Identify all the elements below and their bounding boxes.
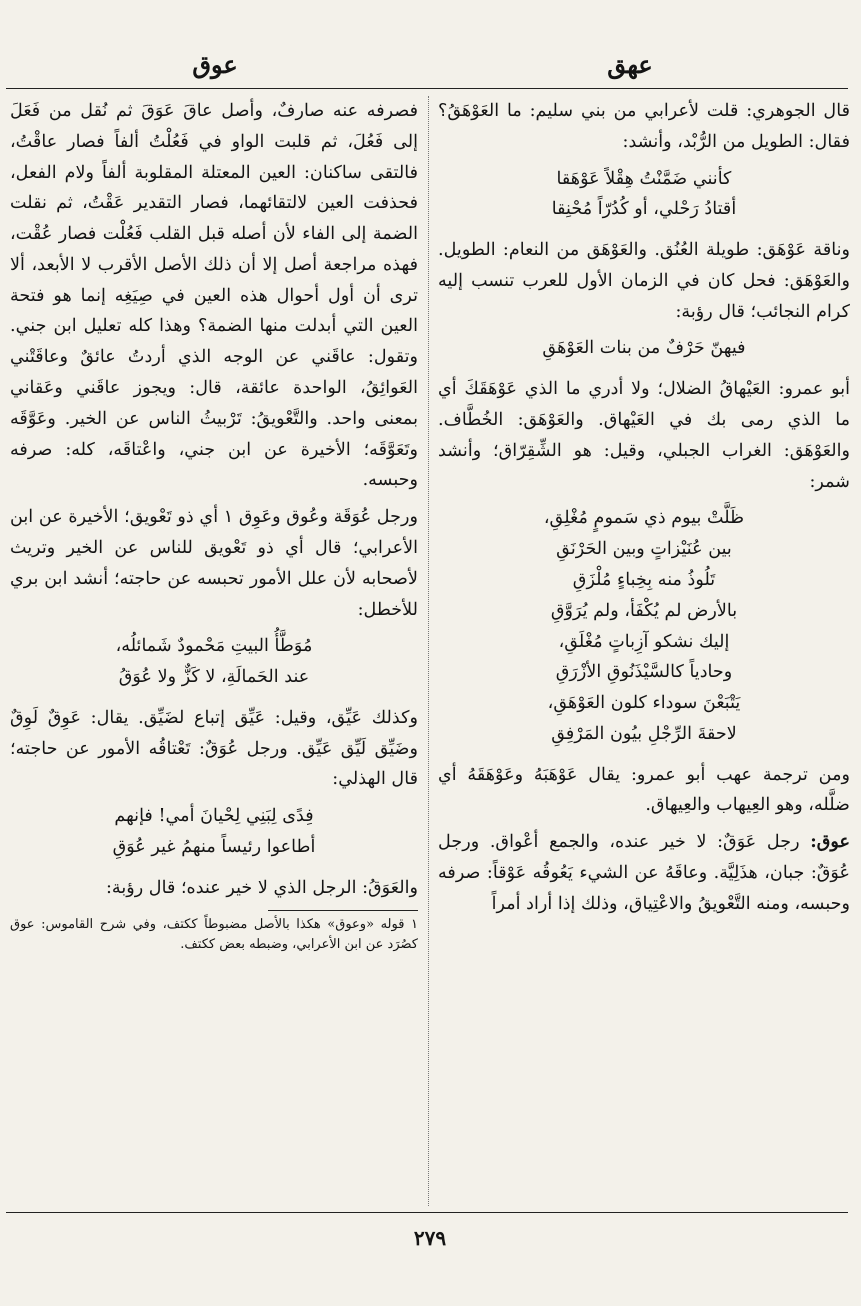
paragraph: ومن ترجمة عهب أبو عمرو: يقال عَوْهَبَهُ وعَوْهَقَهُ أي ضلَّله، وهو العِيهاب والعِيهاق.: [438, 764, 850, 816]
paragraph: فصرفه عنه صارفٌ، وأصل عاقَ عَوَقَ ثم نُقل من فَعَلَ إلى فَعُلَ، ثم قلبت الواو في فَعُلْتُ ألفاً فصار عاقْتُ، فالتقى ساكنان: العين المعتلة المقلوبة ألفاً ولام الفعل، فحذفت العين لالتقائهما، فصار التقدير عَقْتُ، ثم نقلت الضمة إلى الفاء لأن أصله قبل القلب فَعُلْت فصار عُقْت، فهذه مراجعة أصل إلا أن ذلك الأصل الأقرب لا الأبعد، ألا ترى أن أول أحوال هذه العين في صِيَغِه إنما هو فتحة العين التي أبدلت منها الضمة؟ وهذا كله تعليل ابن جني. وتقول: عاقَني عن الوجه الذي أردتُ عائقٌ وعاقَتْني العَوائِقُ، الواحدة عائقة، قال: ويجوز عاقَني وعَقاني بمعنى واحد. والتَّعْويقُ: تَرْبيثُ الناس عن الخير. وعَوَّقَه وتَعَوَّقَه؛ الأخيرة عن ابن جني، واعْتاقَه، كله: صرفه وحبسه.: [10, 101, 418, 491]
paragraph: وناقة عَوْهَق: طويلة العُنُق. والعَوْهَق من النعام: الطويل. والعَوْهَق: فحل كان في الزمان الأول للعرب تنسب إليه كرام النجائب؛ قال رؤبة:: [438, 240, 850, 322]
left-column: [10, 96, 418, 1208]
verse-block: [10, 801, 418, 863]
page-header-left-word: عوق: [192, 50, 238, 79]
verse-line: فِدًى لِبَنِي لِحْيانَ أمي! فإنهم: [114, 806, 314, 827]
verse-line: إليك نشكو آزِباتٍ مُغْلَقِ،: [558, 631, 730, 652]
verse-line: أقتادُ رَحْلي، أو كُدُرّاً مُحْنِقا: [551, 199, 737, 220]
page-header-right-word: عهق: [607, 50, 653, 79]
paragraph: ورجل عُوَقَة وعُوق وعَوِق ١ أي ذو تَعْويق؛ الأخيرة عن ابن الأعرابي؛ قال أي ذو تَعْويق للناس عن الخير وتريث لأصحابه لأن علل الأمور تحبسه عن حاجته؛ أنشد ابن بري للأخطل:: [10, 507, 418, 620]
verse-line: بالأرض لم يُكْفَأ، ولم يُرَوَّقِ: [550, 600, 738, 621]
verse-line: أطاعوا رئيساً منهمُ غير عُوَقِ: [112, 836, 316, 857]
entry-headword: عوق:: [810, 831, 850, 853]
paragraph: وكذلك عَيِّق، وقيل: عَيِّق إتباع لضَيِّق. يقال: عَوِقٌ لَوِقٌ وضَيِّق لَيِّق عَيِّق. ورجل عُوَقٌ: تَعْتاقُه الأمور عن حاجته؛ قال الهذلي:: [10, 707, 418, 790]
footnote: ١ قوله «وعوق» هكذا بالأصل مضبوطاً ككتف، وفي شرح القاموس: عوق كصُرَد عن ابن الأعرابي، وضبطه بعض ككتف.: [10, 916, 418, 952]
verse-line: وحادياً كالسَّيْذَنُوقِ الأزْرَقِ: [555, 662, 733, 683]
verse-line: بين عُنَيْزاتٍ وبين الحَرْنَقِ: [556, 539, 732, 560]
header-rule: [6, 88, 848, 89]
verse-block: [10, 631, 418, 693]
footnote-rule: [268, 910, 418, 911]
verse-block: [438, 333, 850, 364]
verse-line: فيهنّ حَرْفٌ من بنات العَوْهَقِ: [542, 338, 746, 359]
entry-paragraph: [438, 827, 850, 919]
verse-line: عند الحَمالَةِ، لا كَزٌّ ولا عُوَقُ: [118, 667, 310, 688]
paragraph: والعَوَقُ: الرجل الذي لا خير عنده؛ قال رؤبة:: [105, 877, 418, 898]
verse-line: يَتْبَعْنَ سوداء كلون العَوْهَقِ،: [547, 693, 741, 714]
verse-line: مُوَطَّأُ البيتِ مَحْمودٌ شَمائلُه،: [115, 636, 313, 657]
verse-block: [438, 503, 850, 749]
right-column: [438, 96, 850, 1208]
verse-line: لاحقةَ الرِّجْلِ بيُون المَرْفِقِ: [551, 723, 737, 744]
page-number: ٢٧٩: [413, 1226, 447, 1250]
paragraph: قال الجوهري: قلت لأعرابي من بني سليم: ما العَوْهَقُ؟ فقال: الطويل من الرُّبْد، وأنشد:: [438, 101, 850, 152]
verse-line: ظَلَّتْ بيوم ذي سَمومٍ مُغْلِقِ،: [543, 508, 745, 529]
paragraph: أبو عمرو: العَيْهاقُ الضلال؛ ولا أدري ما الذي عَوْهَقَكَ أي ما الذي رمى بك في العَيْهاق. والعَوْهَق: الخُطَّاف. والعَوْهَق: الغراب الجبلي، وقيل: هو الشِّقِرّاق؛ وأنشد شمر:: [438, 379, 850, 492]
verse-line: تَلُوذُ منه بِخِباءٍ مُلْزَقِ: [572, 569, 716, 590]
column-divider: [428, 96, 429, 1206]
verse-line: كأنني ضَمَّنْتُ هِقْلاً عَوْهَقا: [556, 168, 732, 189]
entry-text: رجل عَوَقٌ: لا خير عنده، والجمع أعْواق. ورجل عُوَقٌ: جبان، هذَلِيَّة. وعاقَهُ عن الشيء يَعُوقُه عَوْقاً: صرفه وحبسه، ومنه التَّعْويقُ والاعْتِياق، وذلك إذا أراد أمراً: [438, 832, 850, 914]
verse-block: [438, 164, 850, 226]
footer-rule: [6, 1212, 848, 1213]
